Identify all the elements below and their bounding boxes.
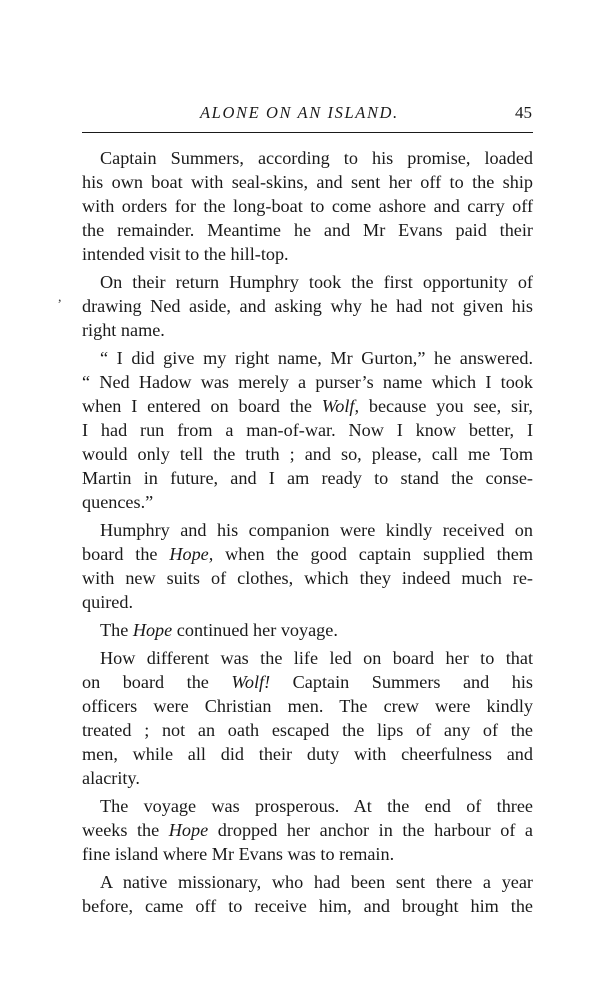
text-line: On their return Humphry took the first opportunity of bbox=[100, 272, 533, 292]
text-segment: when the good captain supplied them bbox=[213, 544, 533, 564]
italic-text: Hope bbox=[132, 620, 173, 640]
text-segment: board the bbox=[82, 544, 170, 564]
header-rule bbox=[82, 132, 533, 133]
text-line: drawing Ned aside, and asking why he had not given his bbox=[82, 296, 533, 316]
text-line bbox=[82, 818, 533, 842]
text-segment: continued her voyage. bbox=[172, 620, 338, 640]
text-line: his own boat with seal-skins, and sent her off to the ship bbox=[82, 172, 533, 192]
text-line: quences.” bbox=[82, 492, 154, 512]
text-line: “ Ned Hadow was merely a purser’s name which I took bbox=[82, 372, 533, 392]
text-line: intended visit to the hill-top. bbox=[82, 244, 289, 264]
text-line: men, while all did their duty with cheerfulness and bbox=[82, 744, 533, 764]
text-line: Martin in future, and I am ready to stand the conse- bbox=[82, 468, 533, 488]
page-number: 45 bbox=[515, 103, 532, 122]
text-line: How different was the life led on board her to that bbox=[100, 648, 533, 668]
text-line: I had run from a man-of-war. Now I know better, I bbox=[82, 420, 533, 440]
text-line: “ I did give my right name, Mr Gurton,” he answered. bbox=[100, 348, 533, 368]
text-line: Humphry and his companion were kindly received on bbox=[100, 520, 533, 540]
running-head: ALONE ON AN ISLAND. bbox=[200, 103, 399, 122]
text-line: fine island where Mr Evans was to remain. bbox=[82, 844, 395, 864]
text-line: with new suits of clothes, which they indeed much re- bbox=[82, 568, 533, 588]
text-line: A native missionary, who had been sent there a year bbox=[100, 872, 533, 892]
text-segment: when I entered on board the bbox=[82, 396, 322, 416]
italic-text: Hope, bbox=[169, 544, 214, 564]
stray-ink-mark: , bbox=[58, 290, 62, 305]
text-line: The voyage was prosperous. At the end of three bbox=[100, 796, 533, 816]
text-line: officers were Christian men. The crew were kindly bbox=[82, 696, 533, 716]
text-line bbox=[82, 670, 533, 694]
text-line: before, came off to receive him, and brought him the bbox=[82, 896, 533, 916]
text-line: treated ; not an oath escaped the lips of any of the bbox=[82, 720, 533, 740]
text-line: alacrity. bbox=[82, 768, 140, 788]
text-segment: The bbox=[100, 620, 133, 640]
text-segment: weeks the bbox=[82, 820, 169, 840]
text-line: Captain Summers, according to his promise, loaded bbox=[100, 148, 533, 168]
text-line bbox=[100, 618, 338, 642]
page-header bbox=[82, 103, 534, 129]
text-line: the remainder. Meantime he and Mr Evans paid their bbox=[82, 220, 533, 240]
text-segment: because you see, sir, bbox=[359, 396, 533, 416]
text-segment: dropped her anchor in the harbour of a bbox=[208, 820, 533, 840]
text-segment: Captain Summers and his bbox=[270, 672, 533, 692]
text-line bbox=[82, 542, 533, 566]
text-line: right name. bbox=[82, 320, 165, 340]
text-line: would only tell the truth ; and so, please, call me Tom bbox=[82, 444, 533, 464]
text-line: quired. bbox=[82, 592, 134, 612]
italic-text: Wolf! bbox=[231, 672, 271, 692]
text-line bbox=[82, 394, 533, 418]
italic-text: Wolf, bbox=[321, 396, 360, 416]
italic-text: Hope bbox=[168, 820, 209, 840]
body-text bbox=[82, 146, 533, 916]
text-segment: on board the bbox=[82, 672, 232, 692]
text-line: with orders for the long-boat to come ashore and carry off bbox=[82, 196, 533, 216]
